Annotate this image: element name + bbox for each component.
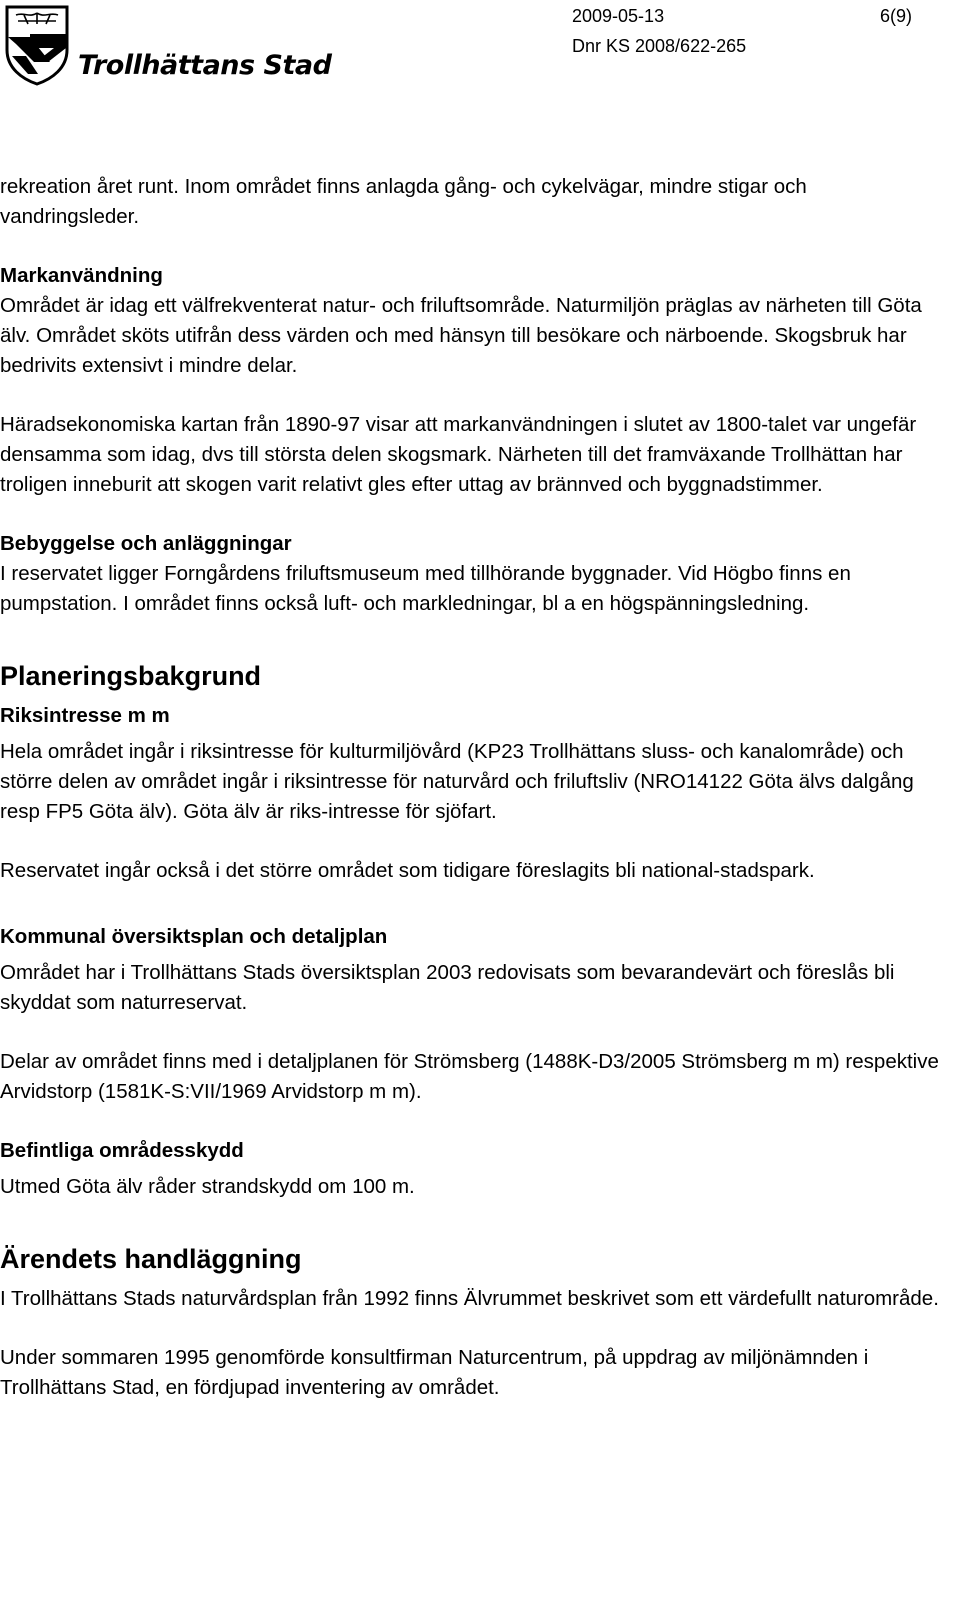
- page-header: [0, 0, 960, 100]
- heading-befintliga: Befintliga områdesskydd: [0, 1139, 244, 1162]
- paragraph-nationalstadspark: Reservatet ingår också i det större området som tidigare föreslagits bli national-stadspark.: [0, 859, 815, 882]
- paragraph-bebyggelse: I reservatet ligger Forngårdens friluftsmuseum med tillhörande byggnader. Vid Högbo finns en pumpstation. I området finns också luft- och markledningar, bl a en högspänningsledning.: [0, 562, 851, 615]
- paragraph-detaljplan: Delar av området finns med i detaljplanen för Strömsberg (1488K-D3/2005 Strömsberg m m) respektive Arvidstorp (1581K-S:VII/1969 Arvidstorp m m).: [0, 1050, 939, 1103]
- municipality-logo: [4, 4, 344, 88]
- heading-arendets-handlaggning: Ärendets handläggning: [0, 1244, 302, 1274]
- heading-kommunal: Kommunal översiktsplan och detaljplan: [0, 925, 388, 948]
- paragraph-oversiktsplan: Området har i Trollhättans Stads översiktsplan 2003 redovisats som bevarandevärt och föreslås bli skyddat som naturreservat.: [0, 961, 895, 1014]
- paragraph-intro: rekreation året runt. Inom området finns anlagda gång- och cykelvägar, mindre stigar och vandringsleder.: [0, 175, 807, 228]
- document-body: [0, 172, 950, 1403]
- paragraph-befintliga: Utmed Göta älv råder strandskydd om 100 m.: [0, 1175, 415, 1198]
- paragraph-riksintresse: Hela området ingår i riksintresse för kulturmiljövård (KP23 Trollhättans sluss- och kanalområde) och större delen av området ingår i riksintresse för naturvård och friluftsliv (NRO14122 Göta älvs dalgång resp FP5 Göta älv). Göta älv är riks-intresse för sjöfart.: [0, 740, 914, 823]
- case-number: Dnr KS 2008/622-265: [572, 36, 747, 56]
- paragraph-naturvardsplan: I Trollhättans Stads naturvårdsplan från 1992 finns Älvrummet beskrivet som ett värdefullt naturområde.: [0, 1287, 939, 1310]
- heading-riksintresse: Riksintresse m m: [0, 704, 170, 727]
- heading-markanvandning: Markanvändning: [0, 264, 163, 287]
- paragraph-markanvandning: Området är idag ett välfrekventerat natur- och friluftsområde. Naturmiljön präglas av närheten till Göta älv. Området sköts utifrån dess värden och med hänsyn till besökare och närboende. Skogsbruk har bedrivits extensivt i mindre delar.: [0, 294, 922, 377]
- document-date: 2009-05-13: [572, 6, 665, 26]
- page-number: 6(9): [880, 6, 913, 26]
- heading-planeringsbakgrund: Planeringsbakgrund: [0, 661, 262, 691]
- paragraph-sommaren: Under sommaren 1995 genomförde konsultfirman Naturcentrum, på uppdrag av miljönämnden i Trollhättans Stad, en fördjupad inventering av området.: [0, 1346, 869, 1399]
- paragraph-haradsekonomiska: Häradsekonomiska kartan från 1890-97 visar att markanvändningen i slutet av 1800-talet var ungefär densamma som idag, dvs till största delen skogsmark. Närheten till det framväxande Trollhättan har troligen inneburit att skogen varit relativt gles efter uttag av brännved och byggnadstimmer.: [0, 413, 917, 496]
- heading-bebyggelse: Bebyggelse och anläggningar: [0, 532, 292, 555]
- coat-of-arms-icon: [4, 4, 70, 86]
- org-name: Trollhättans Stad: [78, 50, 332, 81]
